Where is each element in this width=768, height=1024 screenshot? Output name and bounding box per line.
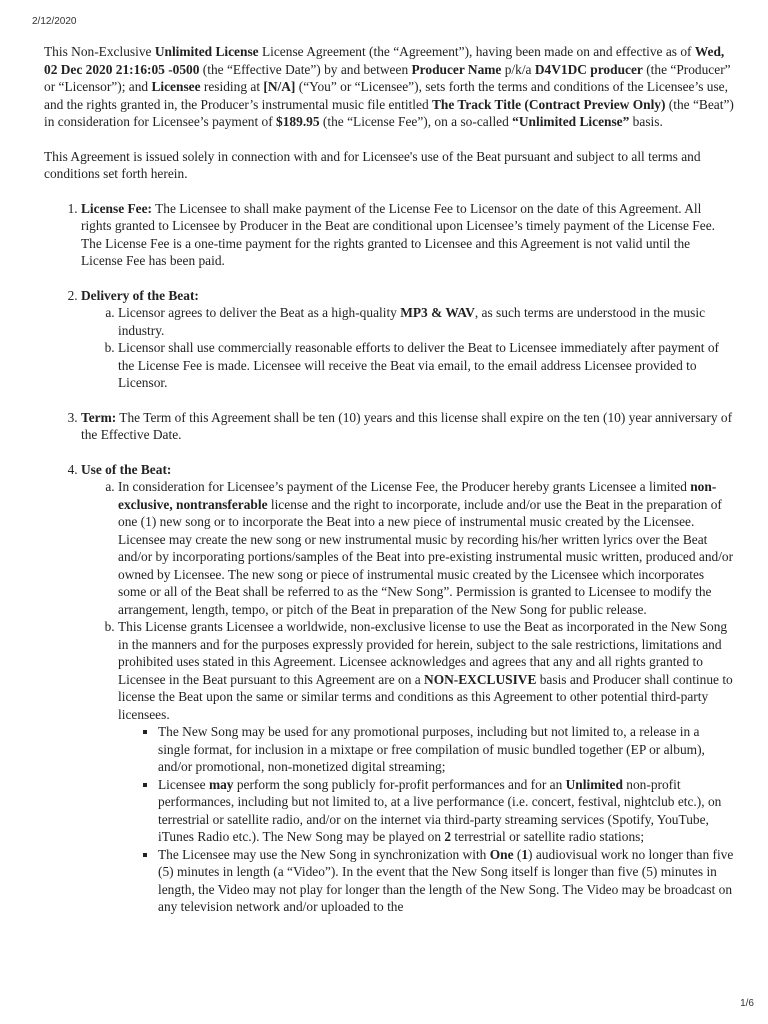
bullet-performance: ▪ Licensee may perform the song publicly for-profit performances and for an Unlimited non-profit performances, including but not limited to, at a live performance (i.e. concert, festival, nightclub etc.), on terrestrial or satellite radio, and/or on the internet via third-party streaming services (Spotify, YouTube, iTunes Radio etc.). The New Song may be played on 2 terrestrial or satellite radio stations;: [158, 776, 734, 846]
use-sublist: [81, 478, 734, 916]
section-title: Delivery of the Beat:: [81, 287, 199, 303]
delivery-sublist: [81, 304, 734, 392]
use-item-b: b. This License grants Licensee a worldwide, non-exclusive license to use the Beat as incorporated in the New Song in the manners and for the purposes expressly provided for herein, subject to the sale restrictions, limitations and prohibited uses stated in this Agreement. Licensee acknowledges and agrees that any and all rights granted to Licensee in the Beat pursuant to this Agreement are on a NON-EXCLUSIVE basis and Producer shall continue to license the Beat upon the same or similar terms and conditions as this Agreement to other potential third-party licensees. ▪ The New Song may be used for any promotional purposes, including but not limited to, a release in a single format, for inclusion in a mixtape or free compilation of music bundled together (EP or album), and/or promotional, non-monetized digital streaming; ▪ Licensee may perform the song publicly for-profit performances and for an Unlimited non-profit performances, including but not limited to, at a live performance (i.e. concert, festival, nightclub etc.), on terrestrial or satellite radio, and/or on the internet via third-party streaming services (Spotify, YouTube, iTunes Radio etc.). The New Song may be played on 2 terrestrial or satellite radio stations; ▪ The Licensee may use the New Song in synchronization with One (1) audiovisual work no longer than five (5) minutes in length (a “Video”). In the event that the New Song itself is longer than five (5) minutes in length, the Video may not play for longer than the length of the New Song. The Video may be broadcast on any television network and/or uploaded to the: [118, 618, 734, 916]
terms-list: [44, 200, 734, 916]
section-title: Use of the Beat:: [81, 461, 172, 477]
bullet-synchronization: ▪ The Licensee may use the New Song in synchronization with One (1) audiovisual work no longer than five (5) minutes in length (a “Video”). In the event that the New Song itself is longer than five (5) minutes in length, the Video may not play for longer than the length of the New Song. The Video may be broadcast on any television network and/or uploaded to the: [158, 846, 734, 916]
section-delivery: [81, 287, 734, 392]
use-bullets: [118, 723, 734, 916]
page-number: 1/6: [740, 998, 754, 1009]
section-title: Term:: [81, 409, 117, 425]
agreement-body: [44, 43, 734, 933]
section-license-fee: 1. License Fee: The Licensee to shall make payment of the License Fee to Licensor on the date of this Agreement. All rights granted to Licensee by Producer in the Beat are conditional upon Licensee’s timely payment of the License Fee. The License Fee is a one-time payment for the rights granted to Licensee and this Agreement is not valid until the License Fee has been paid.: [81, 200, 734, 270]
scope-paragraph: This Agreement is issued solely in connection with and for Licensee's use of the Beat pursuant and subject to all terms and conditions set forth herein.: [44, 148, 701, 181]
delivery-item-b: b. Licensor shall use commercially reasonable efforts to deliver the Beat to Licensee immediately after payment of the License Fee is made. Licensee will receive the Beat via email, to the email address Licensee provided to Licensor.: [118, 339, 734, 392]
section-title: License Fee:: [81, 200, 153, 216]
section-term: 3. Term: The Term of this Agreement shall be ten (10) years and this license shall expire on the ten (10) year anniversary of the Effective Date.: [81, 409, 734, 444]
print-date: 2/12/2020: [32, 16, 77, 27]
intro-paragraph: This Non-Exclusive Unlimited License License Agreement (the “Agreement”), having been made on and effective as of Wed, 02 Dec 2020 21:16:05 -0500 (the “Effective Date”) by and between Producer Name p/k/a D4V1DC producer (the “Producer” or “Licensor”); and Licensee residing at [N/A] (“You” or “Licensee”), sets forth the terms and conditions of the Licensee’s use, and the rights granted in, the Producer’s instrumental music file entitled The Track Title (Contract Preview Only) (the “Beat”) in consideration for Licensee’s payment of $189.95 (the “License Fee”), on a so-called “Unlimited License” basis.: [44, 44, 734, 129]
delivery-item-a: a. Licensor agrees to deliver the Beat as a high-quality MP3 & WAV, as such terms are understood in the music industry.: [118, 304, 734, 339]
bullet-promotional: ▪ The New Song may be used for any promotional purposes, including but not limited to, a release in a single format, for inclusion in a mixtape or free compilation of music bundled together (EP or album), and/or promotional, non-monetized digital streaming;: [158, 723, 734, 776]
use-item-a: a. In consideration for Licensee’s payment of the License Fee, the Producer hereby grants Licensee a limited non-exclusive, nontransferable license and the right to incorporate, include and/or use the Beat in the preparation of one (1) new song or to incorporate the Beat into a new piece of instrumental music created by the Licensee. Licensee may create the new song or new instrumental music by recording his/her written lyrics over the Beat and/or by incorporating portions/samples of the Beat into pre-existing instrumental music written, produced and/or owned by Licensee. The new song or piece of instrumental music created by the Licensee which incorporates some or all of the Beat shall be referred to as the “New Song”. Permission is granted to Licensee to modify the arrangement, length, tempo, or pitch of the Beat in preparation of the New Song for public release.: [118, 478, 734, 618]
section-use-of-beat: [81, 461, 734, 916]
